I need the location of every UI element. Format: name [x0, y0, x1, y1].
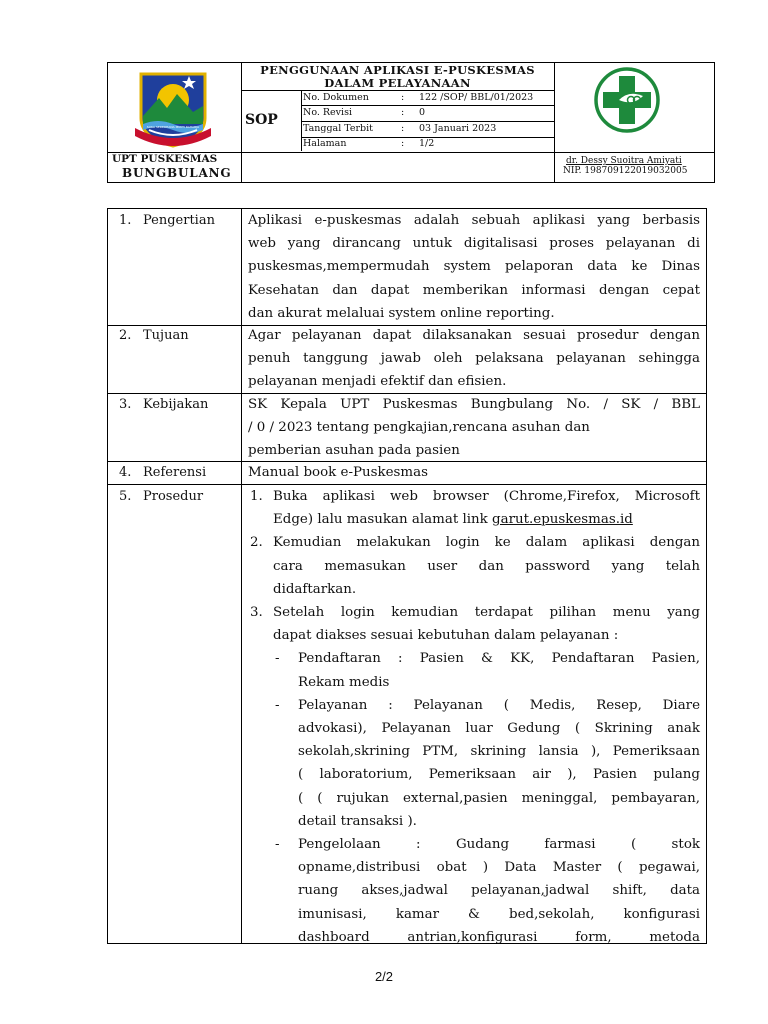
- regency-crest-logo: [133, 68, 213, 148]
- label-referensi: 4. Referensi: [119, 465, 207, 480]
- label-kebijakan: 3. Kebijakan: [119, 397, 209, 412]
- procedure-step-3: 3. Setelah login kemudian terdapat pilihan menu yang dapat diakses sesuai kebutuhan dalam pelayanan :: [250, 605, 700, 644]
- label-tujuan: 2. Tujuan: [119, 328, 189, 343]
- unit-name-line-2: BUNGBULANG: [122, 166, 232, 180]
- content-tujuan: Agar pelayanan dapat dilaksanakan sesuai prosedur dengan penuh tanggung jawab oleh pelaksana pelayanan sehingga pelayanan menjadi efektif dan efisien.: [248, 328, 700, 390]
- content-referensi: Manual book e-Puskesmas: [248, 465, 428, 480]
- content-kebijakan: SK Kepala UPT Puskesmas Bungbulang No. / SK / BBL / 0 / 2023 tentang pengkajian,rencana asuhan dan pemberian asuhan pada pasien: [248, 397, 700, 459]
- document-title: [241, 64, 554, 90]
- content-pengertian: Aplikasi e-puskesmas adalah sebuah aplikasi yang berbasis web yang dirancang untuk digitalisasi proses pelayanan di puskesmas,mempermudah system pelaporan data ke Dinas Kesehatan dan dapat memberikan informasi dengan cepat dan akurat melaluai system online reporting.: [248, 213, 700, 321]
- sop-body-table: [107, 208, 707, 944]
- info-row-page: Halaman : 1/2: [303, 138, 435, 149]
- crest-banner-text: SUKA SEDERHANA MUKTI RAHARJA: [146, 125, 200, 129]
- info-row-revision: No. Revisi : 0: [303, 107, 426, 118]
- info-row-document-number: No. Dokumen : 122 /SOP/ BBL/01/2023: [303, 92, 534, 103]
- head-name: dr. Dessy Suoitra Amiyati: [566, 156, 682, 166]
- sop-label: SOP: [245, 112, 278, 128]
- head-nip: NIP. 198709122019032005: [563, 166, 688, 176]
- title-line-1: PENGGUNAAN APLIKASI E-PUSKESMAS: [260, 63, 535, 77]
- unit-name-line-1: UPT PUSKESMAS: [112, 153, 218, 165]
- label-pengertian: 1. Pengertian: [119, 213, 215, 228]
- sop-header-table: [107, 62, 715, 183]
- procedure-step-2: 2. Kemudian melakukan login ke dalam aplikasi dengan cara memasukan user dan password yang telah didaftarkan.: [250, 535, 700, 597]
- title-line-2: DALAM PELAYANAAN: [324, 76, 471, 90]
- menu-pendaftaran: - Pendaftaran : Pasien & KK, Pendaftaran Pasien, Rekam medis: [275, 651, 700, 690]
- menu-pelayanan: - Pelayanan : Pelayanan ( Medis, Resep, Diare advokasi), Pelayanan luar Gedung ( Skrining anak sekolah,skrining PTM, skrining lansia ), Pemeriksaan ( laboratorium, Pemeriksaan air ), Pasien pulang ( ( rujukan external,pasien meninggal, pembayaran, detail transaksi ).: [275, 697, 700, 829]
- epuskesmas-link[interactable]: garut.epuskesmas.id: [492, 512, 633, 528]
- menu-pengelolaan: - Pengelolaan : Gudang farmasi ( stok opname,distribusi obat ) Data Master ( pegawai, ruang akses,jadwal pelayanan,jadwal shift, data imunisasi, kamar & bed,sekolah, konfigurasi dashboard antrian,konfigurasi form, metoda: [275, 837, 700, 944]
- page-number: 2/2: [374, 969, 394, 984]
- puskesmas-logo: [593, 66, 661, 134]
- info-row-issue-date: Tanggal Terbit : 03 Januari 2023: [303, 123, 497, 134]
- label-prosedur: 5. Prosedur: [119, 489, 204, 504]
- procedure-step-1: 1. Buka aplikasi web browser (Chrome,Firefox, Microsoft Edge) lalu masukan alamat link garut.epuskesmas.id: [250, 489, 700, 528]
- content-prosedur: [248, 485, 700, 944]
